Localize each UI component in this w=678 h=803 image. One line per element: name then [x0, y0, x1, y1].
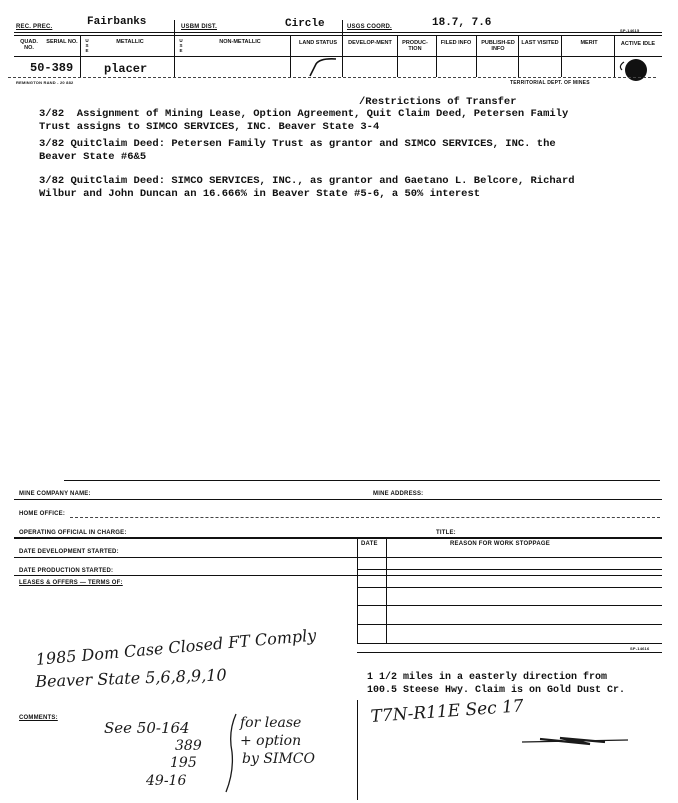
title-label: TITLE:: [436, 530, 456, 536]
rule: [14, 537, 662, 539]
usgs-coord-value: 18.7, 7.6: [432, 17, 492, 29]
mine-company-name-label: MINE COMPANY NAME:: [19, 491, 91, 497]
comments-label: COMMENTS:: [19, 715, 58, 721]
leases-offers-label: LEASES & OFFERS — TERMS OF:: [19, 580, 123, 586]
entry-line-2: Trust assigns to SIMCO SERVICES, INC. Beaver State 3-4: [39, 121, 380, 133]
divider: [80, 35, 81, 77]
handwritten-lease-2: + option: [240, 733, 302, 749]
handwritten-lease-3: by SIMCO: [242, 751, 315, 767]
col-metallic: METALLIC: [116, 39, 144, 45]
land-status-check-mark: [306, 56, 340, 78]
handwritten-ref-d: 49-16: [146, 773, 187, 789]
handwritten-ref-a: See 50-164: [104, 719, 190, 737]
rule: [70, 517, 660, 518]
handwritten-note-2: Beaver State 5,6,8,9,10: [35, 665, 227, 691]
rule: [14, 575, 662, 576]
restrictions-text: /Restrictions of Transfer: [359, 96, 517, 108]
col-filed-info: FILED INFO: [440, 40, 472, 46]
territorial-label: TERRITORIAL DEPT. OF MINES: [510, 80, 590, 86]
divider: [397, 35, 398, 77]
col-merit: MERIT: [580, 40, 598, 46]
rec-prec-value: Fairbanks: [87, 16, 147, 28]
divider: [357, 700, 358, 800]
rule: [357, 643, 662, 644]
col-production: PRODUC-TION: [402, 40, 428, 52]
col-land-status: LAND STATUS: [299, 40, 337, 46]
divider: [386, 537, 387, 643]
record-metallic: placer: [104, 62, 148, 76]
rec-prec-label: REC. PREC.: [16, 24, 53, 30]
handwritten-brace: [224, 712, 240, 794]
divider: [357, 537, 358, 643]
location-line-1: 1 1/2 miles in a easterly direction from: [367, 672, 608, 683]
record-rule: [8, 77, 656, 78]
divider: [518, 35, 519, 77]
col-use: U S E: [85, 38, 89, 53]
operating-official-label: OPERATING OFFICIAL IN CHARGE:: [19, 530, 127, 536]
usbm-dist-value: Circle: [285, 18, 325, 30]
handwritten-note-1: 1985 Dom Case Closed FT Comply: [35, 625, 317, 669]
col-last-visited: LAST VISITED: [521, 40, 559, 46]
form-code: SP-14615: [620, 28, 640, 33]
header-rule-2: [14, 35, 662, 36]
rule: [357, 652, 662, 653]
entry-line-4: Beaver State #6&5: [39, 151, 147, 163]
divider: [174, 20, 175, 77]
col-use-2: U S E: [179, 38, 183, 53]
date-column-label: DATE: [361, 541, 378, 547]
col-quad-no: QUAD. NO.: [20, 39, 38, 51]
divider: [436, 35, 437, 77]
active-status-dot: [612, 56, 652, 84]
rule: [357, 605, 662, 606]
rule: [14, 557, 662, 558]
col-serial-no: SERIAL NO.: [46, 39, 78, 45]
usbm-dist-label: USBM DIST.: [181, 24, 218, 30]
date-production-started-label: DATE PRODUCTION STARTED:: [19, 568, 114, 574]
rule: [357, 587, 662, 588]
rule: [14, 499, 662, 500]
divider: [290, 35, 291, 77]
lower-form-top-rule: [64, 480, 660, 481]
usgs-coord-label: USGS COORD.: [347, 24, 392, 30]
date-development-started-label: DATE DEVELOPMENT STARTED:: [19, 549, 119, 555]
col-development: DEVELOP-MENT: [348, 40, 392, 46]
handwritten-ref-c: 195: [170, 755, 197, 771]
col-non-metallic: NON-METALLIC: [219, 39, 261, 45]
divider: [342, 20, 343, 77]
printer-line: REMINGTON RAND - 20 882: [16, 80, 74, 85]
col-published-info: PUBLISH-ED INFO: [481, 40, 515, 52]
home-office-label: HOME OFFICE:: [19, 511, 66, 517]
handwritten-township: T7N-R11E Sec 17: [370, 696, 525, 727]
reason-column-label: REASON FOR WORK STOPPAGE: [450, 541, 550, 547]
entry-line-1: 3/82 Assignment of Mining Lease, Option Agreement, Quit Claim Deed, Petersen Family: [39, 108, 569, 120]
divider: [476, 35, 477, 77]
record-serial: 50-389: [30, 61, 74, 75]
crossed-out-scribble: [520, 734, 630, 748]
col-active-idle: ACTIVE IDLE: [620, 41, 656, 47]
form-code-2: SP-14616: [630, 646, 650, 651]
header-rule: [14, 32, 662, 33]
rule: [357, 569, 662, 570]
entry-line-3: 3/82 QuitClaim Deed: Petersen Family Trust as grantor and SIMCO SERVICES, INC. the: [39, 138, 556, 150]
mine-address-label: MINE ADDRESS:: [373, 491, 424, 497]
entry-line-6: Wilbur and John Duncan an 16.666% in Beaver State #5-6, a 50% interest: [39, 188, 481, 200]
handwritten-lease-1: for lease: [240, 715, 302, 731]
entry-line-5: 3/82 QuitClaim Deed: SIMCO SERVICES, INC., as grantor and Gaetano L. Belcore, Richard: [39, 175, 575, 187]
handwritten-ref-b: 389: [175, 738, 202, 754]
location-line-2: 100.5 Steese Hwy. Claim is on Gold Dust Cr.: [367, 685, 626, 696]
divider: [561, 35, 562, 77]
rule: [357, 624, 662, 625]
